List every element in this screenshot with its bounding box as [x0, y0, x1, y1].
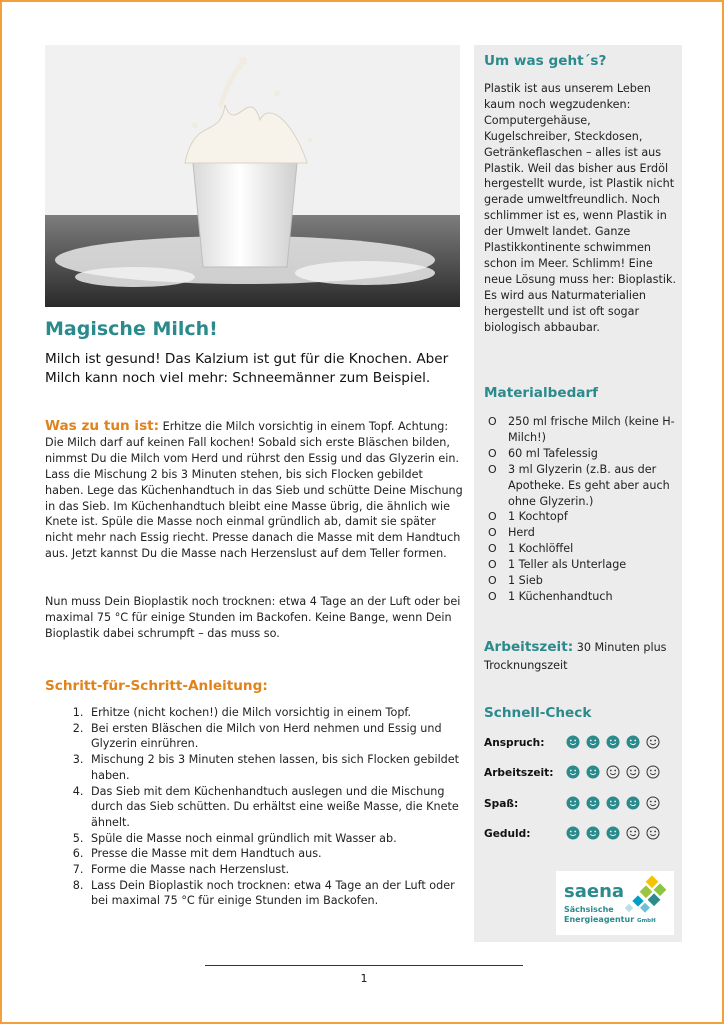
worktime [484, 638, 679, 675]
smiley-filled-icon [566, 796, 580, 810]
steps-title: Schritt-für-Schritt-Anleitung: [45, 678, 268, 694]
rating-faces [566, 796, 666, 815]
drying-paragraph: Nun muss Dein Bioplastik noch trocknen: etwa 4 Tage an der Luft oder bei maximal 75 °C für einige Stunden im Backofen. Keine Bange, wenn Dein Bioplastik dabei schrumpft – das muss so. [45, 595, 461, 640]
bullet-icon: O [488, 574, 497, 588]
smiley-filled-icon [586, 826, 600, 840]
bullet-icon: O [488, 415, 497, 428]
rating-faces [566, 765, 666, 784]
check-row-spass [484, 796, 680, 814]
list-item: O 60 ml Tafelessig [488, 446, 598, 460]
step-item: 8. Lass Dein Bioplastik noch trocknen: etwa 4 Tage an der Luft oder bei maximal 75 °C für einige Stunden im Backofen. [87, 878, 463, 909]
about-text: Plastik ist aus unserem Leben kaum noch wegzudenken: Computergehäuse, Kugelschreiber, Steckdosen, Getränkeflaschen – alles ist aus Plastik. Weil das bisher aus Erdöl hergestellt wurde, ist Plastik nicht gerade umweltfreundlich. Noch schlimmer ist es, wenn Plastik in der Umwelt landet. Ganze Plastikkontinente schwimmen schon im Meer. Schlimm! Eine neue Lösung muss her: Bioplastik. Es wird aus Naturmaterialien hergestellt und ist oft sogar biologisch abbaubar. [484, 82, 677, 334]
smiley-filled-icon [566, 826, 580, 840]
smiley-filled-icon [626, 796, 640, 810]
worktime-value: 30 Minuten plus Trocknungszeit [484, 641, 667, 672]
step-item: 6. Presse die Masse mit dem Handtuch aus. [87, 846, 463, 862]
logo-subtitle: Sächsische Energieagentur GmbH [564, 905, 656, 924]
smiley-filled-icon [606, 796, 620, 810]
logo-brand: saena [564, 881, 625, 902]
list-item: O 1 Kochtopf [488, 510, 568, 524]
todo-text: Erhitze die Milch vorsichtig in einem Topf. Achtung: Die Milch darf auf keinen Fall kochen! Sobald sich erste Bläschen bilden, nimmst Du die Milch vom Herd und rührst den Essig und das Glyzerin ein. Lass die Mischung 2 bis 3 Minuten stehen, bis sich Flocken gebildet haben. Lege das Küchenhandtuch in das Sieb und schütte Deine Mischung in das Sieb. Im Küchenhandtuch bleibt eine Masse übrig, die ähnlich wie Knete ist. Spüle die Masse noch einmal gründlich ab, damit sie später nicht mehr nach Essig riecht. Presse danach die Masse mit dem Handtuch aus. Jetzt kannst Du die Masse nach Herzenslust auf dem Teller formen. [45, 420, 463, 561]
check-row-anspruch [484, 735, 680, 753]
smiley-filled-icon [566, 735, 580, 749]
milk-glass-image [45, 45, 460, 307]
smiley-filled-icon [586, 765, 600, 779]
list-item: O 1 Küchenhandtuch [488, 589, 613, 603]
check-label: Anspruch: [484, 737, 545, 749]
list-item: O 1 Kochlöffel [488, 542, 574, 556]
smiley-outline-icon [646, 826, 660, 840]
bullet-icon: O [488, 446, 497, 460]
check-row-geduld [484, 826, 680, 844]
sidebar [474, 45, 682, 942]
step-item: 4. Das Sieb mit dem Küchenhandtuch auslegen und die Mischung durch das Sieb schütten. Du erhältst eine weiße Masse, die Knete ähnelt. [87, 784, 463, 831]
smiley-outline-icon [646, 735, 660, 749]
instructions-paragraph [45, 419, 463, 562]
step-item: 7. Forme die Masse nach Herzenslust. [87, 862, 463, 878]
smiley-outline-icon [646, 765, 660, 779]
step-item: 2. Bei ersten Bläschen die Milch von Herd nehmen und Essig und Glyzerin einrühren. [87, 721, 463, 752]
step-item: 3. Mischung 2 bis 3 Minuten stehen lassen, bis sich Flocken gebildet haben. [87, 752, 463, 783]
rating-faces [566, 735, 666, 754]
list-item: O Herd [488, 526, 535, 540]
todo-label: Was zu tun ist: [45, 418, 160, 434]
list-item: O 250 ml frische Milch (keine H-Milch!) [488, 415, 675, 444]
check-label: Spaß: [484, 798, 519, 810]
page-number: 1 [360, 972, 368, 985]
steps-list [45, 705, 463, 909]
bullet-icon: O [488, 558, 497, 572]
smiley-filled-icon [626, 735, 640, 749]
smiley-filled-icon [606, 826, 620, 840]
intro-text: Milch ist gesund! Das Kalzium ist gut für die Knochen. Aber Milch kann noch viel mehr: Schneemänner zum Beispiel. [45, 351, 449, 386]
logo-squares-icon [620, 875, 668, 915]
smiley-filled-icon [606, 735, 620, 749]
saena-logo [556, 871, 674, 935]
step-item: 5. Spüle die Masse noch einmal gründlich mit Wasser ab. [87, 831, 463, 847]
list-item: O 1 Sieb [488, 574, 543, 588]
bullet-icon: O [488, 589, 497, 603]
bullet-icon: O [488, 542, 497, 556]
bullet-icon: O [488, 510, 497, 524]
check-label: Geduld: [484, 828, 531, 840]
list-item: O 1 Teller als Unterlage [488, 558, 627, 572]
bullet-icon: O [488, 462, 497, 476]
footer-divider [205, 965, 523, 966]
worktime-label: Arbeitszeit: [484, 639, 574, 655]
material-list [484, 414, 680, 605]
check-title: Schnell-Check [484, 705, 592, 721]
smiley-outline-icon [646, 796, 660, 810]
smiley-outline-icon [626, 826, 640, 840]
smiley-outline-icon [626, 765, 640, 779]
list-item: O 3 ml Glyzerin (z.B. aus der Apotheke. Es geht aber auch ohne Glyzerin.) [488, 462, 670, 508]
about-title: Um was geht´s? [484, 53, 607, 69]
material-title: Materialbedarf [484, 385, 599, 401]
smiley-filled-icon [566, 765, 580, 779]
check-label: Arbeitszeit: [484, 767, 554, 779]
step-item: 1. Erhitze (nicht kochen!) die Milch vorsichtig in einem Topf. [87, 705, 463, 721]
smiley-outline-icon [606, 765, 620, 779]
page-title: Magische Milch! [45, 318, 218, 340]
smiley-filled-icon [586, 735, 600, 749]
smiley-filled-icon [586, 796, 600, 810]
bullet-icon: O [488, 526, 497, 540]
milk-splash-photo [45, 45, 460, 307]
check-row-arbeitszeit [484, 765, 680, 783]
rating-faces [566, 826, 666, 845]
